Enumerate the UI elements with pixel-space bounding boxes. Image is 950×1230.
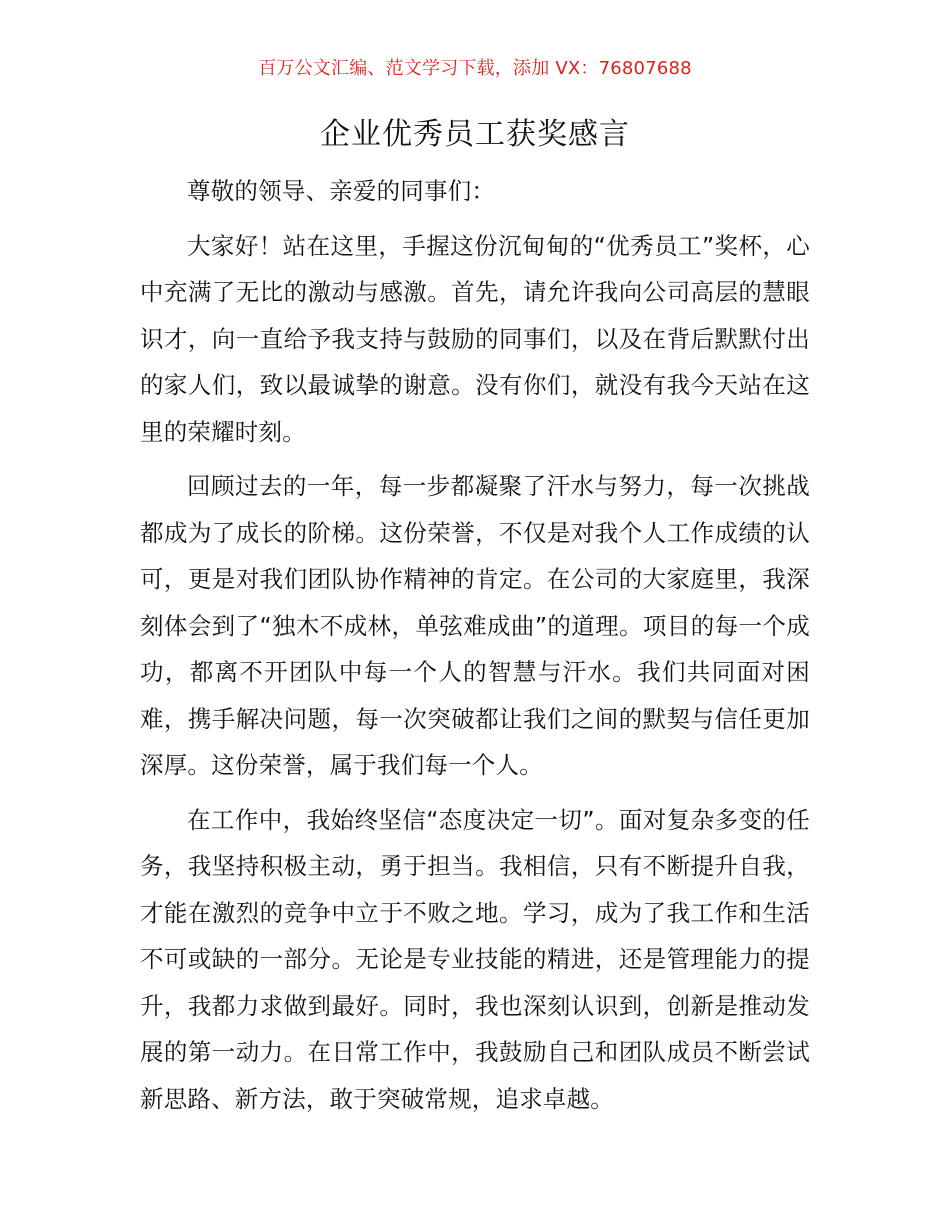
document-body: [140, 168, 810, 1130]
paragraph-3: 在工作中，我始终坚信“态度决定一切”。面对复杂多变的任务，我坚持积极主动，勇于担当。我相信，只有不断提升自我，才能在激烈的竞争中立于不败之地。学习，成为了我工作和生活不可或缺的一部分。无论是专业技能的精进，还是管理能力的提升，我都力求做到最好。同时，我也深刻认识到，创新是推动发展的第一动力。在日常工作中，我鼓励自己和团队成员不断尝试新思路、新方法，敢于突破常规，追求卓越。: [140, 805, 810, 1113]
header-note: 百万公文汇编、范文学习下载，添加 VX：76807688: [258, 58, 692, 79]
paragraph-2: 回顾过去的一年，每一步都凝聚了汗水与努力，每一次挑战都成为了成长的阶梯。这份荣誉，不仅是对我个人工作成绩的认可，更是对我们团队协作精神的肯定。在公司的大家庭里，我深刻体会到了“独木不成林，单弦难成曲”的道理。项目的每一个成功，都离不开团队中每一个人的智慧与汗水。我们共同面对困难，携手解决问题，每一次突破都让我们之间的默契与信任更加深厚。这份荣誉，属于我们每一个人。: [140, 472, 810, 779]
paragraph-1: 大家好！站在这里，手握这份沉甸甸的“优秀员工”奖杯，心中充满了无比的激动与感激。首先，请允许我向公司高层的慧眼识才，向一直给予我支持与鼓励的同事们，以及在背后默默付出的家人们，致以最诚挚的谢意。没有你们，就没有我今天站在这里的荣耀时刻。: [140, 231, 810, 446]
salutation: 尊敬的领导、亲爱的同事们：: [187, 177, 496, 205]
document-title: 企业优秀员工获奖感言: [320, 117, 630, 152]
